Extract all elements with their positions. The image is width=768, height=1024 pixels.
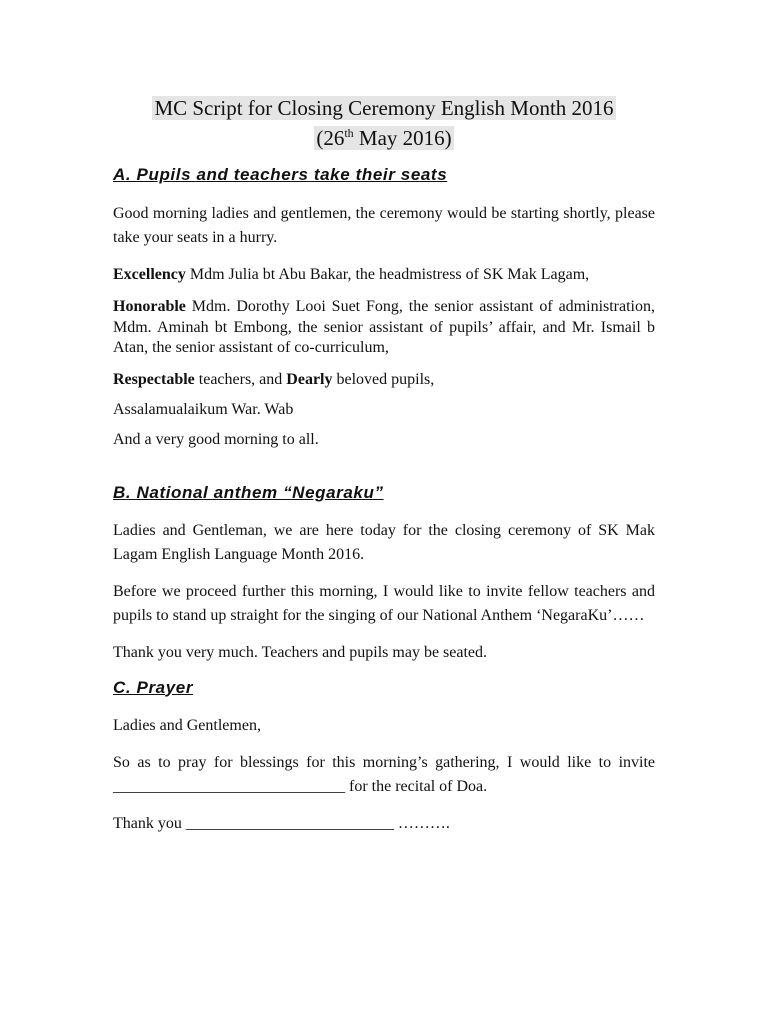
- honorable-paragraph: [113, 297, 655, 359]
- respectable-paragraph: [113, 368, 655, 392]
- title-date-sup: th: [344, 126, 354, 140]
- salam-line: Assalamualaikum War. Wab: [113, 400, 294, 418]
- respectable-label: Respectable: [113, 370, 195, 388]
- honorable-text: Mdm. Dorothy Looi Suet Fong, the senior assistant of administration, Mdm. Aminah bt Embong, the senior assistant of pupils’ affair, and Mr. Ismail b Atan, the senior assistant of co-curriculum,: [113, 298, 655, 356]
- morning-line: And a very good morning to all.: [113, 430, 319, 448]
- title-date-open: (26: [316, 126, 345, 150]
- title-date: [314, 126, 453, 150]
- excellency-label: Excellency: [113, 266, 186, 283]
- dearly-label: Dearly: [286, 370, 333, 388]
- section-b-para2: Before we proceed further this morning, I would like to invite fellow teachers and pupils to stand up straight for the singing of our National Anthem ‘NegaraKu’……: [113, 582, 655, 624]
- section-b-para3: Thank you very much. Teachers and pupils may be seated.: [113, 643, 488, 661]
- dearly-text: beloved pupils,: [332, 370, 435, 388]
- section-c-para3: Thank you __________________________ ……….: [113, 814, 450, 832]
- excellency-paragraph: [113, 263, 655, 287]
- title-date-close: May 2016): [353, 126, 452, 150]
- section-c-heading: C. Prayer: [113, 677, 194, 697]
- respectable-text: teachers, and: [194, 370, 287, 388]
- honorable-label: Honorable: [113, 298, 186, 315]
- section-c-para2: So as to pray for blessings for this morning’s gathering, I would like to invite _____________________________ for the recital of Doa.: [113, 753, 655, 795]
- section-a-heading: A. Pupils and teachers take their seats: [113, 165, 448, 184]
- title-line: MC Script for Closing Ceremony English Month 2016: [154, 96, 614, 120]
- section-b-para1: Ladies and Gentleman, we are here today for the closing ceremony of SK Mak Lagam English Language Month 2016.: [113, 521, 655, 563]
- section-c-para1: Ladies and Gentlemen,: [113, 716, 261, 734]
- excellency-text: Mdm Julia bt Abu Bakar, the headmistress of SK Mak Lagam,: [185, 266, 590, 283]
- section-a-intro: Good morning ladies and gentlemen, the ceremony would be starting shortly, please take your seats in a hurry.: [113, 205, 655, 246]
- section-b-heading: B. National anthem “Negaraku”: [113, 482, 384, 502]
- document-title: [113, 93, 655, 153]
- document-page: [113, 90, 655, 836]
